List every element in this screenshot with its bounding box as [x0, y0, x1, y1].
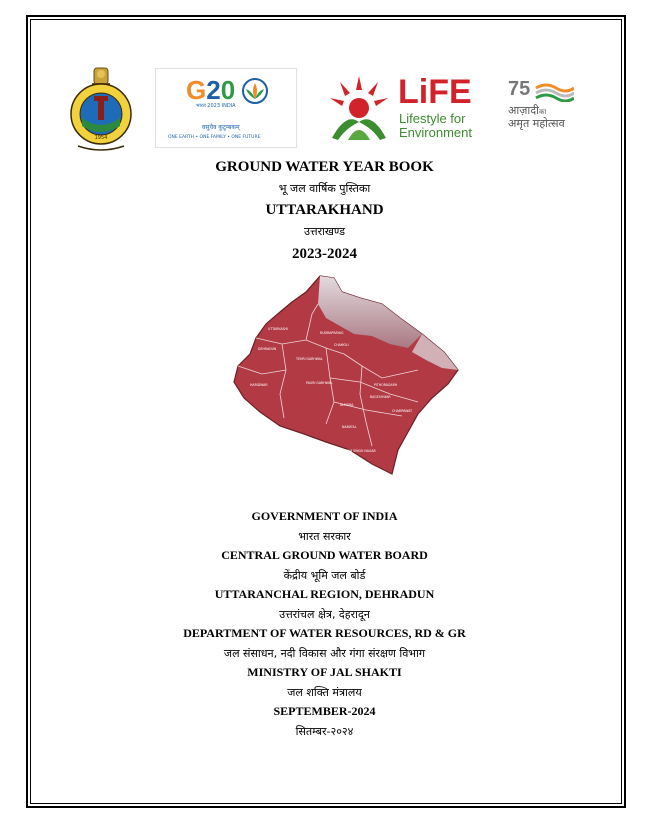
azadi-amrit-mahotsav-logo [506, 78, 584, 134]
azadi-text-2: अमृत महोत्सव [508, 117, 565, 130]
svg-text:NAINITAL: NAINITAL [342, 425, 357, 429]
g20-logo [155, 68, 297, 148]
footer-date: SEPTEMBER-2024 [273, 704, 376, 718]
svg-text:UTTARKASHI: UTTARKASHI [268, 327, 288, 331]
life-tagline-1: Lifestyle for [399, 111, 466, 126]
year-range: 2023-2024 [292, 246, 357, 262]
svg-text:PAURI GARHWAL: PAURI GARHWAL [306, 381, 333, 385]
sun-leaf-icon [326, 72, 392, 142]
svg-text:UDHAM SINGH NAGAR: UDHAM SINGH NAGAR [340, 449, 376, 453]
svg-text:PITHORAGARH: PITHORAGARH [374, 383, 398, 387]
g20-year: भारत 2023 INDIA [196, 103, 236, 109]
g20-mark: G20 [186, 75, 236, 105]
life-logo [326, 72, 486, 144]
svg-text:HARIDWAR: HARIDWAR [250, 383, 268, 387]
footer-government: GOVERNMENT OF INDIA [251, 509, 398, 523]
azadi-text-ka: का [538, 108, 547, 116]
book-title: GROUND WATER YEAR BOOK [215, 159, 434, 175]
footer-board-hindi: केंद्रीय भूमि जल बोर्ड [283, 569, 366, 582]
footer-ministry-hindi: जल शक्ति मंत्रालय [287, 686, 362, 699]
flag-wave-icon [534, 82, 574, 102]
life-tagline-2: Environment [399, 125, 472, 140]
g20-motto: ONE EARTH • ONE FAMILY • ONE FUTURE [168, 135, 261, 140]
svg-text:ALMORA: ALMORA [340, 403, 354, 407]
book-title-hindi: भू जल वार्षिक पुस्तिका [278, 182, 371, 195]
footer-date-hindi: सितम्बर-२०२४ [295, 725, 354, 738]
footer-ministry: MINISTRY OF JAL SHAKTI [247, 665, 402, 679]
svg-text:DEHRADUN: DEHRADUN [258, 347, 277, 351]
cgwb-seal-year: 1954 [94, 135, 108, 141]
footer-government-hindi: भारत सरकार [298, 530, 351, 543]
lotus-icon [240, 77, 270, 105]
g20-hindi: वसुधैव कुटुम्बकम् [202, 124, 240, 131]
state-name: UTTARAKHAND [265, 202, 384, 218]
cgwb-seal-logo [68, 66, 134, 156]
footer-region: UTTARANCHAL REGION, DEHRADUN [214, 587, 435, 601]
footer-department-hindi: जल संसाधन, नदी विकास और गंगा संरक्षण विभाग [223, 647, 426, 660]
svg-text:TEHRI GARHWAL: TEHRI GARHWAL [296, 357, 323, 361]
svg-text:RUDRAPRAYAG: RUDRAPRAYAG [320, 331, 344, 335]
footer-department: DEPARTMENT OF WATER RESOURCES, RD & GR [183, 626, 466, 640]
life-word: LiFE [398, 73, 472, 111]
azadi-text-1: आज़ादी [508, 104, 539, 117]
svg-text:CHAMOLI: CHAMOLI [334, 343, 349, 347]
azadi-number: 75 [508, 78, 531, 100]
svg-text:CHAMPAWAT: CHAMPAWAT [392, 409, 413, 413]
state-name-hindi: उत्तराखण्ड [303, 225, 346, 238]
svg-text:BAGESHWAR: BAGESHWAR [370, 395, 391, 399]
footer-board: CENTRAL GROUND WATER BOARD [221, 548, 428, 562]
footer-region-hindi: उत्तरांचल क्षेत्र, देहरादून [279, 608, 370, 621]
uttarakhand-map [222, 274, 462, 479]
